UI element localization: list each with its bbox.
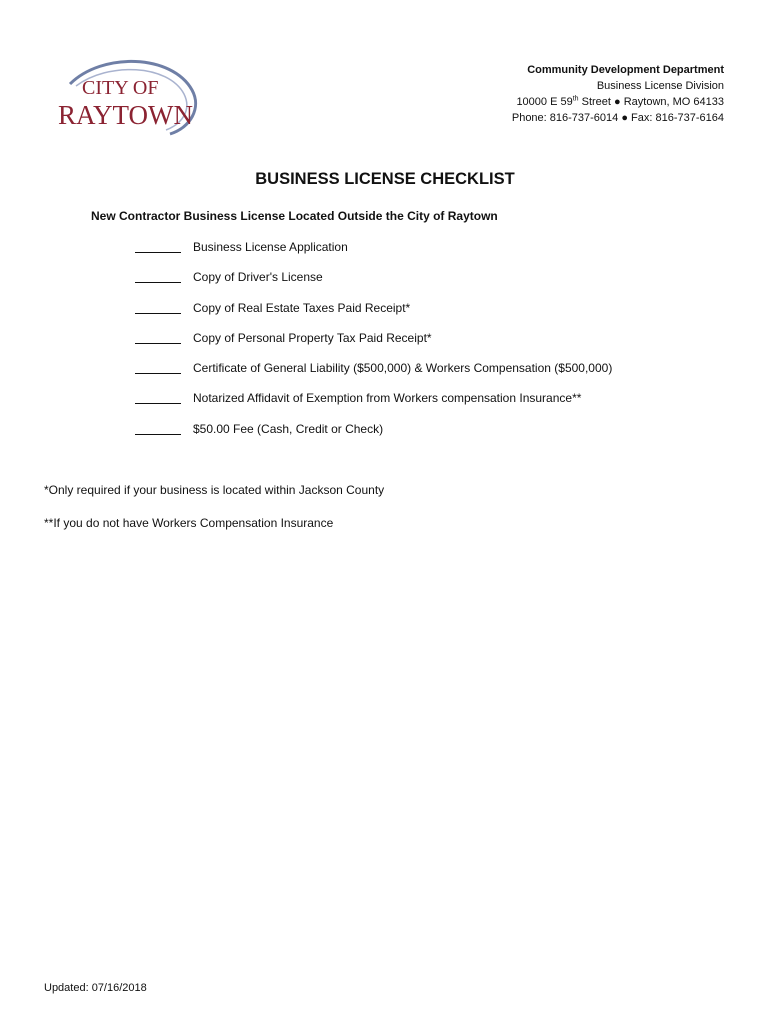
phone-fax: Phone: 816-737-6014 ● Fax: 816-737-6164: [511, 112, 724, 124]
check-blank-line[interactable]: [135, 422, 181, 435]
checklist-item-label: Business License Application: [193, 240, 348, 254]
checklist-item: [135, 391, 612, 421]
checklist-item: [135, 331, 612, 361]
document-title: BUSINESS LICENSE CHECKLIST: [255, 170, 515, 188]
checklist-item-label: $50.00 Fee (Cash, Credit or Check): [193, 421, 384, 436]
address: [512, 94, 724, 110]
checklist: [135, 240, 612, 452]
logo-line1: CITY OF: [82, 77, 159, 99]
check-blank-line[interactable]: [135, 331, 181, 344]
department-name: Community Development Department: [527, 64, 724, 76]
footnote-single-asterisk: *Only required if your business is located within Jackson County: [44, 483, 385, 497]
checklist-item: [135, 240, 612, 270]
division-name: Business License Division: [596, 80, 724, 92]
document-subtitle: New Contractor Business License Located Outside the City of Raytown: [91, 209, 498, 223]
checklist-item-label: Copy of Real Estate Taxes Paid Receipt*: [193, 300, 411, 315]
checklist-item-label: Copy of Personal Property Tax Paid Receipt*: [193, 330, 432, 345]
checklist-item: [135, 361, 612, 391]
checklist-item-label: Notarized Affidavit of Exemption from Workers compensation Insurance**: [193, 391, 582, 406]
address-pre: 10000 E 59: [516, 96, 573, 108]
checklist-item-label: Copy of Driver's License: [193, 270, 323, 285]
checklist-item: [135, 301, 612, 331]
checklist-item: [135, 270, 612, 300]
address-post: Street ● Raytown, MO 64133: [578, 96, 724, 108]
logo-graphic: [52, 56, 198, 140]
logo-line2: RAYTOWN: [58, 100, 194, 130]
department-header: [512, 62, 724, 126]
checklist-item-label: Certificate of General Liability ($500,000) & Workers Compensation ($500,000): [193, 361, 613, 376]
check-blank-line[interactable]: [135, 361, 181, 374]
check-blank-line[interactable]: [135, 240, 181, 253]
check-blank-line[interactable]: [135, 391, 181, 404]
check-blank-line[interactable]: [135, 270, 181, 283]
updated-date: Updated: 07/16/2018: [44, 982, 147, 994]
city-of-raytown-logo: [52, 56, 198, 140]
checklist-item: [135, 422, 612, 452]
check-blank-line[interactable]: [135, 301, 181, 314]
address-sup: th: [572, 95, 579, 103]
footnote-double-asterisk: **If you do not have Workers Compensation Insurance: [44, 516, 334, 530]
